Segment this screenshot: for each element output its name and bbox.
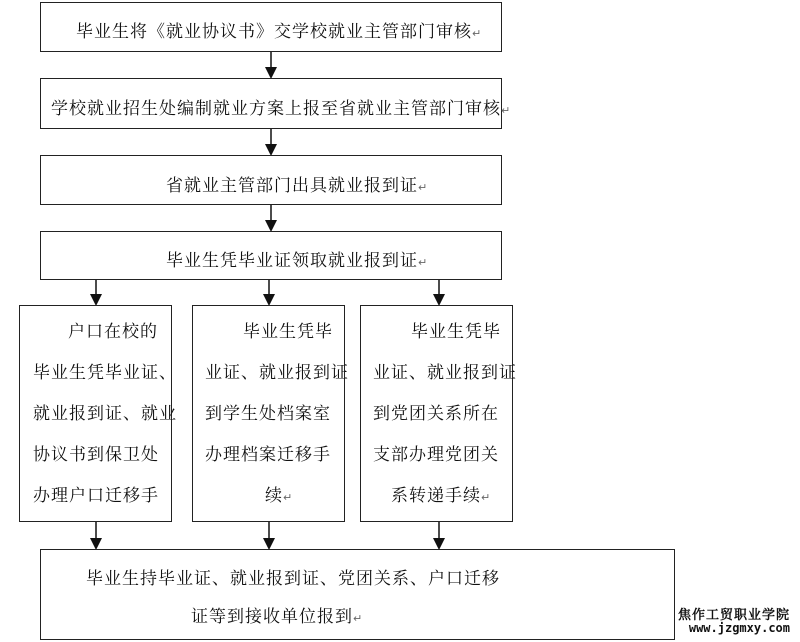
- branch-3-line-2: 业证、就业报到证: [373, 363, 517, 383]
- branch-2-line-5: 续: [265, 486, 283, 506]
- watermark-url: www.jzgmxy.com: [688, 621, 790, 635]
- branch-1-line-4: 协议书到保卫处: [33, 445, 159, 465]
- step-2-text: 学校就业招生处编制就业方案上报至省就业主管部门审核: [51, 99, 501, 119]
- step-compile-plan: [40, 78, 512, 129]
- paragraph-mark: ↵: [472, 27, 483, 40]
- branch-2-line-1: 毕业生凭毕: [243, 322, 333, 342]
- paragraph-mark: ↵: [501, 104, 512, 117]
- paragraph-mark: ↵: [353, 612, 364, 625]
- branch-archive-transfer: [192, 305, 349, 522]
- paragraph-mark: ↵: [418, 181, 429, 194]
- branch-1-line-3: 就业报到证、就业: [33, 404, 177, 424]
- branch-3-line-4: 支部办理党团关: [373, 445, 499, 465]
- step-3-text: 省就业主管部门出具就业报到证: [166, 176, 418, 196]
- step-submit-agreement: [40, 2, 502, 52]
- branch-1-line-2: 毕业生凭毕业证、: [33, 363, 177, 383]
- branch-party-league-transfer: [360, 305, 517, 522]
- watermark-school-name: 焦作工贸职业学院: [677, 608, 790, 623]
- paragraph-mark: ↵: [283, 491, 294, 504]
- branch-2-line-4: 办理档案迁移手: [205, 445, 331, 465]
- branch-3-line-1: 毕业生凭毕: [411, 322, 501, 342]
- branch-2-line-2: 业证、就业报到证: [205, 363, 349, 383]
- step-4-text: 毕业生凭毕业证领取就业报到证: [166, 251, 418, 271]
- final-line-1: 毕业生持毕业证、就业报到证、党团关系、户口迁移: [86, 569, 500, 589]
- step-report-to-employer: [40, 549, 675, 640]
- paragraph-mark: ↵: [418, 256, 429, 269]
- branch-1-line-5: 办理户口迁移手: [33, 486, 159, 506]
- branch-household-registration: [19, 305, 177, 522]
- branch-3-line-5: 系转递手续: [391, 486, 481, 506]
- branch-2-line-3: 到学生处档案室: [205, 404, 331, 424]
- step-1-text: 毕业生将《就业协议书》交学校就业主管部门审核: [76, 22, 472, 42]
- paragraph-mark: ↵: [481, 491, 492, 504]
- step-issue-certificate: [40, 155, 502, 205]
- step-receive-certificate: [40, 231, 502, 280]
- branch-1-line-1: 户口在校的: [68, 322, 158, 342]
- final-line-2: 证等到接收单位报到: [191, 607, 353, 627]
- branch-3-line-3: 到党团关系所在: [373, 404, 499, 424]
